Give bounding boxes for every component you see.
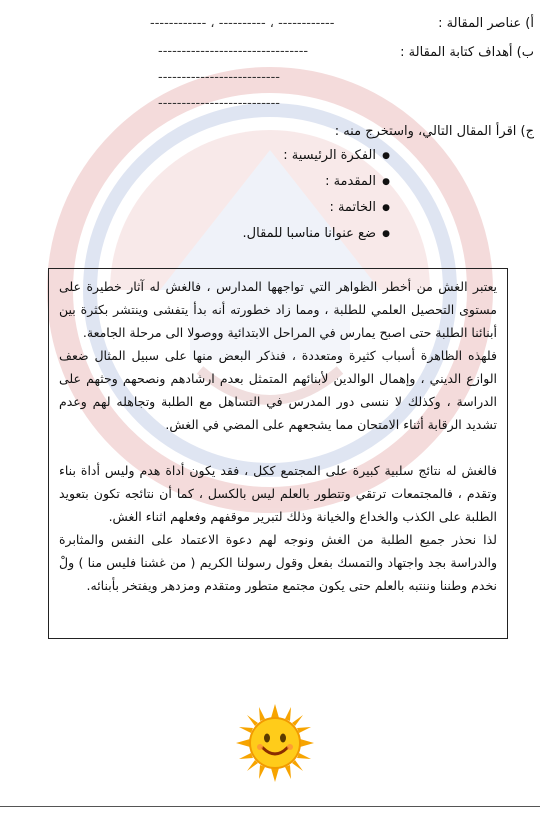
article-box bbox=[48, 268, 508, 639]
smiling-sun-icon bbox=[236, 704, 314, 782]
article-paragraph-1: يعتبر الغش من أخطر الظواهر التي تواجهها المدارس ، فالغش له آثار خطيرة على مستوى التحصيل العلمي للطلبة ، ومما زاد خطورته أنه بدأ يتفشى وينتشر بكثرة بين أبنائنا الطلبة حتى اصبح يمارس في المراحل الابتدائية ووصولا الى مرحلة الجامعة. bbox=[59, 279, 497, 340]
article-paragraph-3: فالغش له نتائج سلبية كبيرة على المجتمع ككل ، فقد يكون أداة هدم وليس أداة بناء وتقدم ، فالمجتمعات ترتقي وتتطور بالعلم ليس بالكسل ، كما أن نتائجه تكون بتعويد الطلبة على الكذب والخداع والخيانة وذلك لتبرير موقفهم وفعلهم اثناء الغش. bbox=[59, 463, 497, 524]
bullet-title: ● ضع عنوانا مناسبا للمقال. bbox=[160, 226, 390, 252]
item-a-label: أ) عناصر المقالة : bbox=[438, 16, 534, 31]
article-paragraph-4: لذا نحذر جميع الطلبة من الغش ونوجه لهم دعوة الاعتماد على النفس والمثابرة والدراسة بجد واجتهاد والتمسك بفعل وقول رسولنا الكريم ( من غشنا فليس منا ) ولْ نخدم وطننا وننتبه بالعلم حتى يكون مجتمع متطور ومتقدم ومزدهر ويفتخر بأبنائه. bbox=[59, 532, 497, 593]
item-c-label: ج) اقرأ المقال التالي، واستخرج منه : bbox=[334, 124, 534, 139]
footer-divider bbox=[0, 806, 540, 807]
article-paragraph-2: فلهذه الظاهرة أسباب كثيرة ومتعددة ، فنذكر البعض منها على سبيل المثال ضعف الوازع الديني ، وإهمال الوالدين لأبنائهم المتمثل بعدم ارشادهم ونصحهم وحثهم على الدراسة ، وكذلك لا ننسى دور المدرس في التساهل مع الطلبة وتجاهله لهم وعدم تشديد الرقابة أثناء الامتحان مما يشجعهم على المضي في الغش. bbox=[59, 348, 497, 432]
item-a-blanks[interactable]: ------------ ، ---------- ، ------------ bbox=[150, 16, 335, 31]
bullet-introduction: ● المقدمة : bbox=[160, 174, 390, 200]
item-b-blank-2[interactable]: -------------------------- bbox=[158, 70, 280, 85]
bullet-conclusion: ● الخاتمة : bbox=[160, 200, 390, 226]
bullet-list bbox=[160, 148, 390, 252]
bullet-main-idea: ● الفكرة الرئيسية : bbox=[160, 148, 390, 174]
item-b-blank-1[interactable]: -------------------------------- bbox=[158, 44, 309, 59]
item-b-label: ب) أهداف كتابة المقالة : bbox=[400, 45, 534, 60]
item-b-blank-3[interactable]: -------------------------- bbox=[158, 96, 280, 111]
